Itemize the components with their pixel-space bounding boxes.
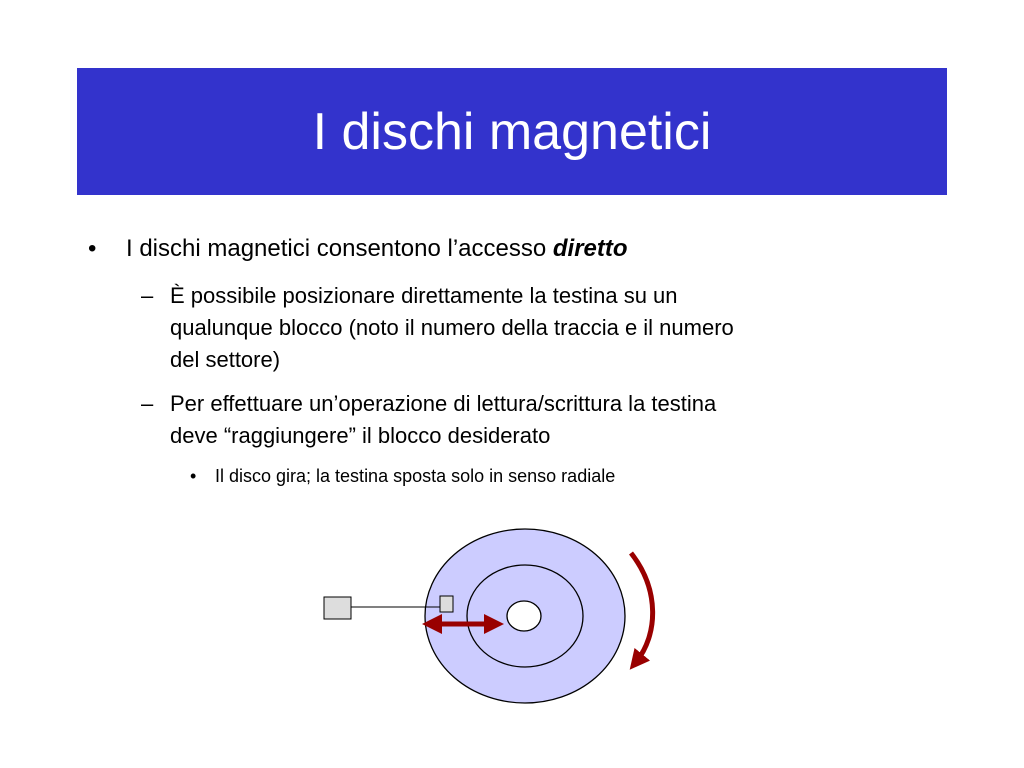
subbullet-line: deve “raggiungere” il blocco desiderato <box>170 423 551 448</box>
bullet-marker: • <box>88 235 97 262</box>
bullet-text-main: I dischi magnetici consentono l’accesso <box>126 235 553 262</box>
subbullet-line: del settore) <box>170 347 281 372</box>
disk-spindle <box>507 601 541 631</box>
slide-title: I dischi magnetici <box>312 102 712 161</box>
bullet-text-emphasis: diretto <box>552 235 628 262</box>
actuator-block <box>324 597 351 619</box>
subbullet-line: qualunque blocco (noto il numero della traccia e il numero <box>170 315 734 340</box>
dash-marker: – <box>141 391 154 416</box>
subsubbullet-text: Il disco gira; la testina sposta solo in senso radiale <box>215 466 616 486</box>
subbullet-line: Per effettuare un’operazione di lettura/scrittura la testina <box>170 391 717 416</box>
rotation-arrow <box>631 553 653 662</box>
small-bullet-marker: • <box>190 466 197 486</box>
dash-marker: – <box>141 283 154 308</box>
subbullet-line: È possibile posizionare direttamente la testina su un <box>170 283 678 308</box>
read-write-head <box>440 596 453 612</box>
